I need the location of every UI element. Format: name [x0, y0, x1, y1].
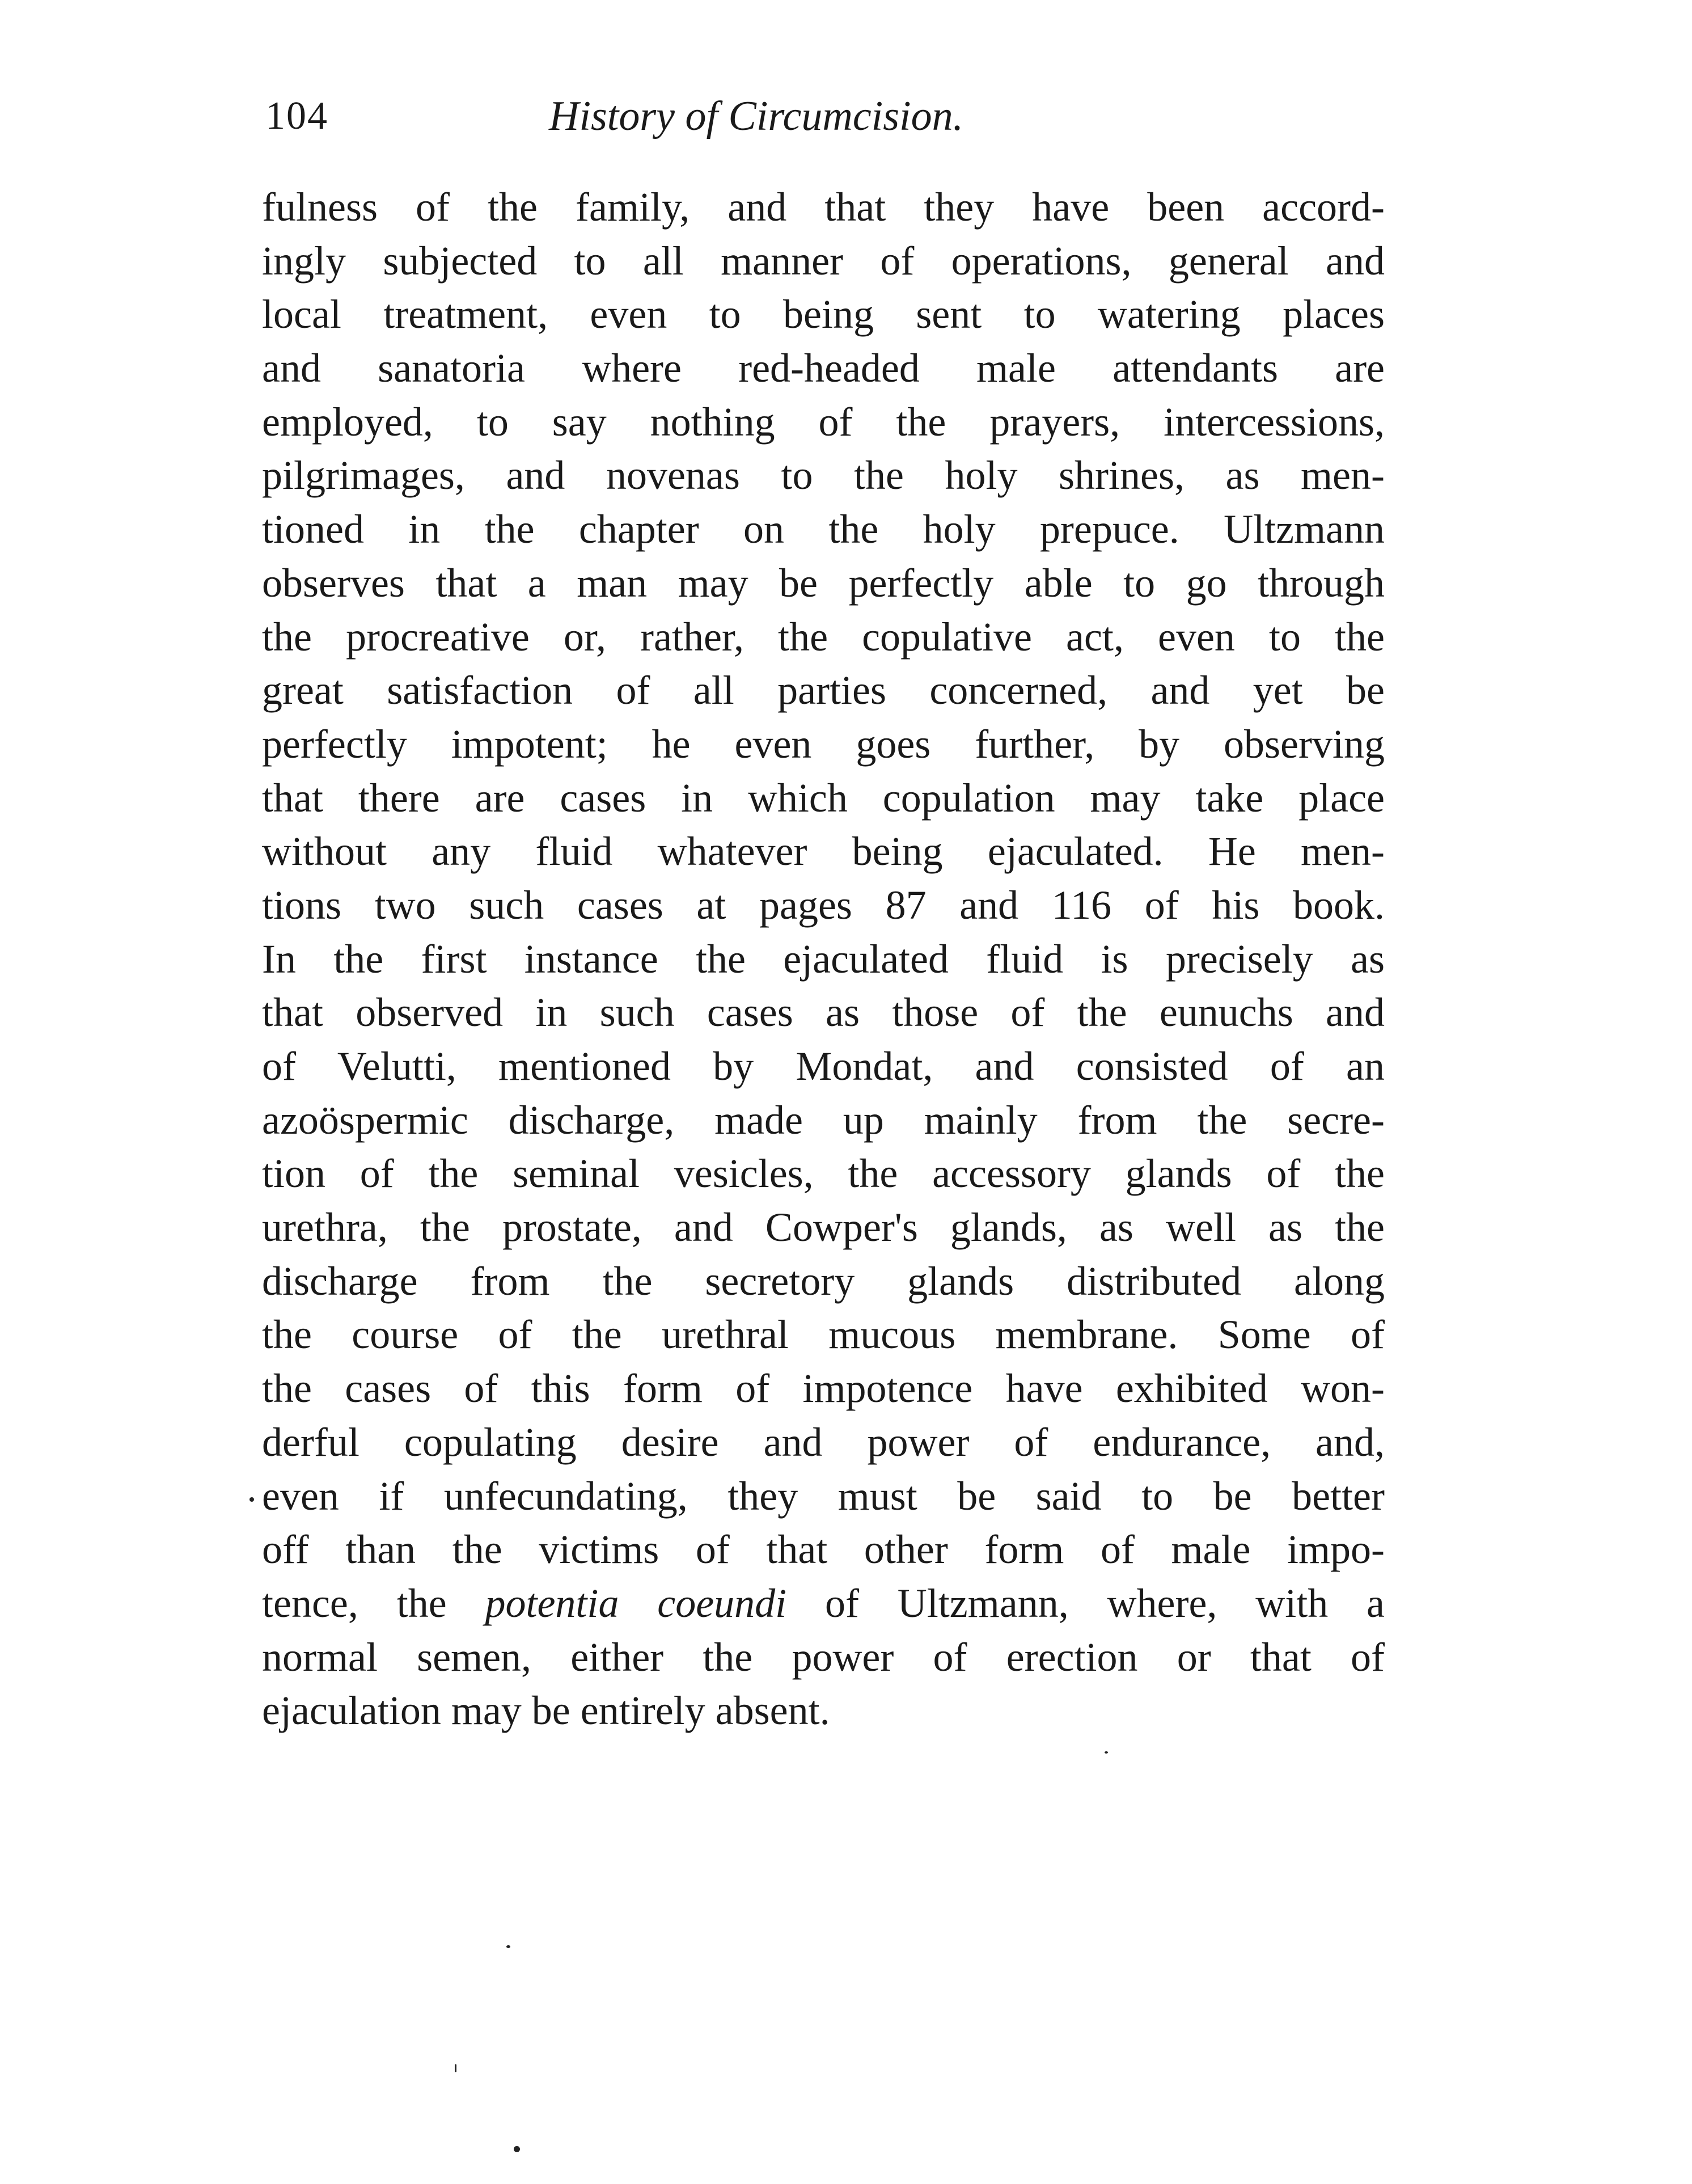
text-line: tioned in the chapter on the holy prepuce. Ultzmann	[262, 506, 1385, 552]
text-line-final: ejaculation may be entirely absent.	[262, 1688, 830, 1734]
text-line: that observed in such cases as those of the eunuchs and	[262, 990, 1385, 1036]
text-line: of Velutti, mentioned by Mondat, and consisted of an	[262, 1044, 1385, 1089]
scan-speck	[455, 2064, 456, 2072]
scan-speck	[506, 1945, 510, 1948]
text-line: perfectly impotent; he even goes further, by observing	[262, 721, 1385, 767]
text-line: urethra, the prostate, and Cowper's glands, as well as the	[262, 1205, 1385, 1251]
text-line: the cases of this form of impotence have exhibited won-	[262, 1366, 1385, 1412]
text-line: local treatment, even to being sent to watering places	[262, 292, 1385, 337]
text-line: derful copulating desire and power of endurance, and,	[262, 1419, 1385, 1465]
text-line: discharge from the secretory glands distributed along	[262, 1258, 1385, 1304]
text-run: tence, the	[262, 1580, 485, 1626]
text-line-italic-phrase	[262, 1577, 1385, 1630]
text-line: even if unfecundating, they must be said to be better	[262, 1473, 1385, 1519]
scan-speck	[514, 2146, 520, 2152]
text-line: normal semen, either the power of erection or that of	[262, 1634, 1385, 1680]
running-title: History of Circumcision.	[549, 93, 964, 140]
text-line: pilgrimages, and novenas to the holy shrines, as men-	[262, 453, 1385, 499]
scan-speck	[249, 1497, 254, 1502]
body-text	[262, 180, 1385, 1738]
text-run: of Ultzmann, where, with a	[786, 1580, 1385, 1626]
text-line: ingly subjected to all manner of operations, general and	[262, 238, 1385, 284]
running-head	[265, 85, 1377, 147]
italic-phrase: potentia coeundi	[485, 1580, 787, 1626]
text-line: azoöspermic discharge, made up mainly from the secre-	[262, 1097, 1385, 1143]
scan-speck	[1105, 1751, 1108, 1754]
text-line: without any fluid whatever being ejaculated. He men-	[262, 829, 1385, 875]
text-line: employed, to say nothing of the prayers, intercessions,	[262, 399, 1385, 445]
text-line: off than the victims of that other form of male impo-	[262, 1527, 1385, 1573]
text-line: that there are cases in which copulation may take place	[262, 775, 1385, 821]
text-line: great satisfaction of all parties concerned, and yet be	[262, 668, 1385, 713]
page-number: 104	[265, 94, 328, 138]
text-line: In the first instance the ejaculated fluid is precisely as	[262, 936, 1385, 982]
text-line: tions two such cases at pages 87 and 116 of his book.	[262, 882, 1385, 928]
text-line: the procreative or, rather, the copulative act, even to the	[262, 614, 1385, 660]
text-line: observes that a man may be perfectly able to go through	[262, 560, 1385, 606]
text-line: the course of the urethral mucous membrane. Some of	[262, 1312, 1385, 1358]
text-line: fulness of the family, and that they have been accord-	[262, 184, 1385, 230]
text-line: tion of the seminal vesicles, the accessory glands of the	[262, 1151, 1385, 1197]
text-line: and sanatoria where red-headed male attendants are	[262, 345, 1385, 391]
